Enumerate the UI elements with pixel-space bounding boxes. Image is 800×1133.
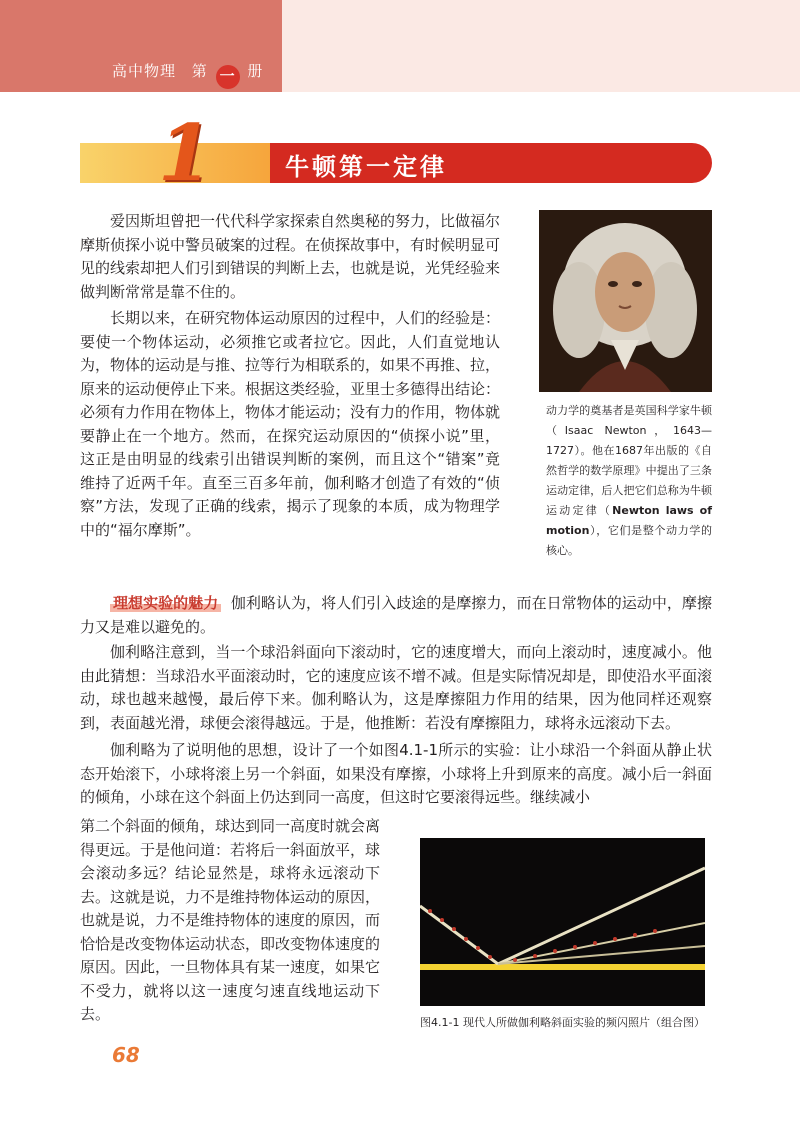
volume-prefix: 第 bbox=[191, 62, 208, 80]
volume-suffix: 册 bbox=[247, 62, 264, 80]
section-number: 1 bbox=[158, 108, 213, 199]
paragraph-6: 第二个斜面的倾角，球达到同一高度时就会离得更远。于是他问道：若将后一斜面放平，球会滚动多远？结论显然是，球将永远滚动下去。这就是说，力不是维持物体运动的原因，也就是说，力不是维持物体的速度的原因，而恰恰是改变物体运动状态，即改变物体速度的原因。因此，一旦物体具有某一速度，如果它不受力，就将以这一速度匀速直线地运动下去。 bbox=[80, 817, 381, 1023]
newton-caption bbox=[546, 401, 712, 561]
newton-portrait-illustration bbox=[539, 210, 712, 392]
galileo-incline-photo bbox=[420, 838, 705, 1006]
running-header bbox=[112, 60, 263, 89]
paragraph-4: 伽利略注意到，当一个球沿斜面向下滚动时，它的速度增大，而向上滚动时，速度减小。他由此猜想：当球沿水平面滚动时，它的速度应该不增不减。但是实际情况却是，即使沿水平面滚动，球也越来越慢，最后停下来。伽利略认为，这是摩擦阻力作用的结果，因为他同样还观察到，表面越光滑，球便会滚得越远。于是，他推断：若没有摩擦阻力，球将永远滚动下去。 bbox=[80, 643, 712, 732]
figure-caption: 图4.1-1 现代人所做伽利略斜面实验的频闪照片（组合图） bbox=[420, 1016, 705, 1029]
book-name: 高中物理 bbox=[112, 62, 177, 80]
page-number: 68 bbox=[112, 1043, 140, 1067]
paragraph-1: 爱因斯坦曾把一代代科学家探索自然奥秘的努力，比做福尔摩斯侦探小说中警员破案的过程。在侦探故事中，有时候明显可见的线索却把人们引到错误的判断上去，也就是说，光凭经验来做判断常常是靠不住的。 bbox=[80, 212, 501, 301]
paragraph-3 bbox=[80, 592, 712, 639]
header-right-band bbox=[282, 0, 800, 92]
section-lead-heading: 理想实验的魅力 bbox=[110, 594, 221, 612]
volume-badge: 一 bbox=[216, 65, 240, 89]
paragraph-3-text: 伽利略认为，将人们引入歧途的是摩擦力，而在日常物体的运动中，摩擦力又是难以避免的。 bbox=[80, 594, 712, 636]
paragraph-5: 伽利略为了说明他的思想，设计了一个如图4.1-1所示的实验：让小球沿一个斜面从静止状态开始滚下，小球将滚上另一个斜面，如果没有摩擦，小球将上升到原来的高度。减小后一斜面的倾角，小球在这个斜面上仍达到同一高度，但这时它要滚得远些。继续减小 bbox=[80, 741, 712, 806]
newton-caption-text-a: 动力学的奠基者是英国科学家牛顿（Isaac Newton，1643—1727）。他在1687年出版的《自然哲学的数学原理》中提出了三条运动定律，后人把它们总称为牛顿运动定律（ bbox=[546, 404, 712, 517]
paragraph-2: 长期以来，在研究物体运动原因的过程中，人们的经验是：要使一个物体运动，必须推它或者拉它。因此，人们直觉地认为，物体的运动是与推、拉等行为相联系的，如果不再推、拉，原来的运动便停止下来。根据这类经验，亚里士多德得出结论：必须有力作用在物体上，物体才能运动；没有力的作用，物体就要静止在一个地方。然而，在探究运动原因的“侦探小说”里，这正是由明显的线索引出错误判断的案例，而且这个“错案”竟维持了近两千年。直至三百多年前，伽利略才创造了有效的“侦察”方法，发现了正确的线索，揭示了现象的本质，成为物理学中的“福尔摩斯”。 bbox=[80, 309, 501, 539]
incline-photo-illustration bbox=[420, 838, 705, 1006]
newton-portrait bbox=[539, 210, 712, 392]
newton-caption-term: Newton laws of motion bbox=[546, 504, 712, 537]
newton-caption-text-b: ），它们是整个动力学的核心。 bbox=[546, 524, 712, 557]
section-title: 牛顿第一定律 bbox=[285, 152, 447, 181]
